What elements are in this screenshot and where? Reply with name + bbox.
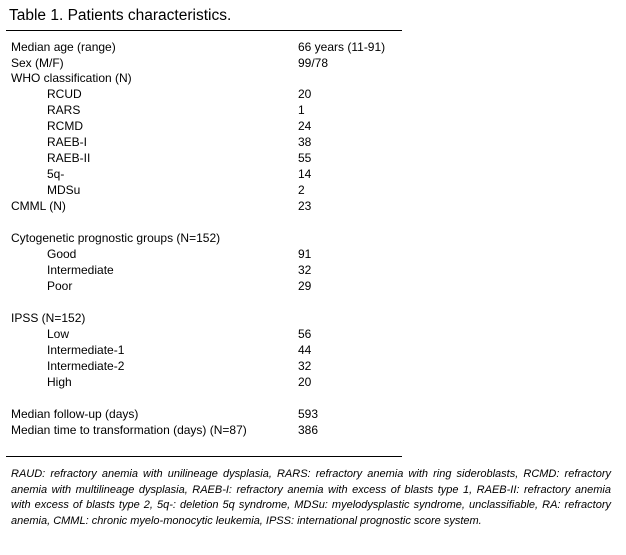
row-value: 99/78 <box>298 56 329 70</box>
row-value: 593 <box>298 407 319 421</box>
row-label: WHO classification (N) <box>11 71 132 85</box>
table-footnote: RAUD: refractory anemia with unilineage dysplasia, RARS: refractory anemia with ring sideroblasts, RCMD: refractory anemia with multilineage dysplasia, RAEB-I: refractory anemia with excess of blasts type 1, RAEB-II: refractory anemia with excess of blasts type 2, 5q-: deletion 5q syndrome, MDSu: myelodysplastic syndrome, unclassifiable, RA: refractory anemia, CMML: chronic myelo-monocytic leukemia, IPSS: international prognostic score system. <box>11 468 611 527</box>
row-value: 2 <box>298 183 305 197</box>
row-label: Cytogenetic prognostic groups (N=152) <box>11 231 221 245</box>
row-label: RAEB-II <box>47 151 91 165</box>
row-value: 32 <box>298 359 312 373</box>
row-value: 20 <box>298 87 312 101</box>
row-label: Poor <box>47 279 73 293</box>
row-label: CMML (N) <box>11 199 66 213</box>
row-label: Median age (range) <box>11 40 116 54</box>
row-label: Median time to transformation (days) (N=87) <box>11 423 247 437</box>
row-value: 386 <box>298 423 319 437</box>
row-value: 55 <box>298 151 312 165</box>
row-label: IPSS (N=152) <box>11 311 86 325</box>
row-label: Sex (M/F) <box>11 56 64 70</box>
row-label: High <box>47 375 72 389</box>
table-title: Table 1. Patients characteristics. <box>9 7 232 24</box>
row-label: RARS <box>47 103 81 117</box>
row-label: MDSu <box>47 183 81 197</box>
row-label: Median follow-up (days) <box>11 407 139 421</box>
row-label: Intermediate <box>47 263 114 277</box>
row-value: 66 years (11-91) <box>298 40 386 54</box>
row-value: 44 <box>298 343 312 357</box>
row-value: 24 <box>298 119 312 133</box>
row-value: 38 <box>298 135 312 149</box>
row-value: 14 <box>298 167 312 181</box>
row-value: 20 <box>298 375 312 389</box>
row-value: 1 <box>298 103 305 117</box>
row-value: 32 <box>298 263 312 277</box>
row-label: RCUD <box>47 87 82 101</box>
row-label: Intermediate-1 <box>47 343 125 357</box>
row-value: 23 <box>298 199 312 213</box>
row-value: 29 <box>298 279 312 293</box>
row-label: Good <box>47 247 77 261</box>
row-value: 56 <box>298 327 312 341</box>
row-label: RAEB-I <box>47 135 88 149</box>
table-top-rule <box>6 30 402 31</box>
row-label: RCMD <box>47 119 83 133</box>
row-label: Intermediate-2 <box>47 359 125 373</box>
row-value: 91 <box>298 247 312 261</box>
row-label: 5q- <box>47 167 65 181</box>
row-label: Low <box>47 327 70 341</box>
table-bottom-rule <box>6 456 402 457</box>
